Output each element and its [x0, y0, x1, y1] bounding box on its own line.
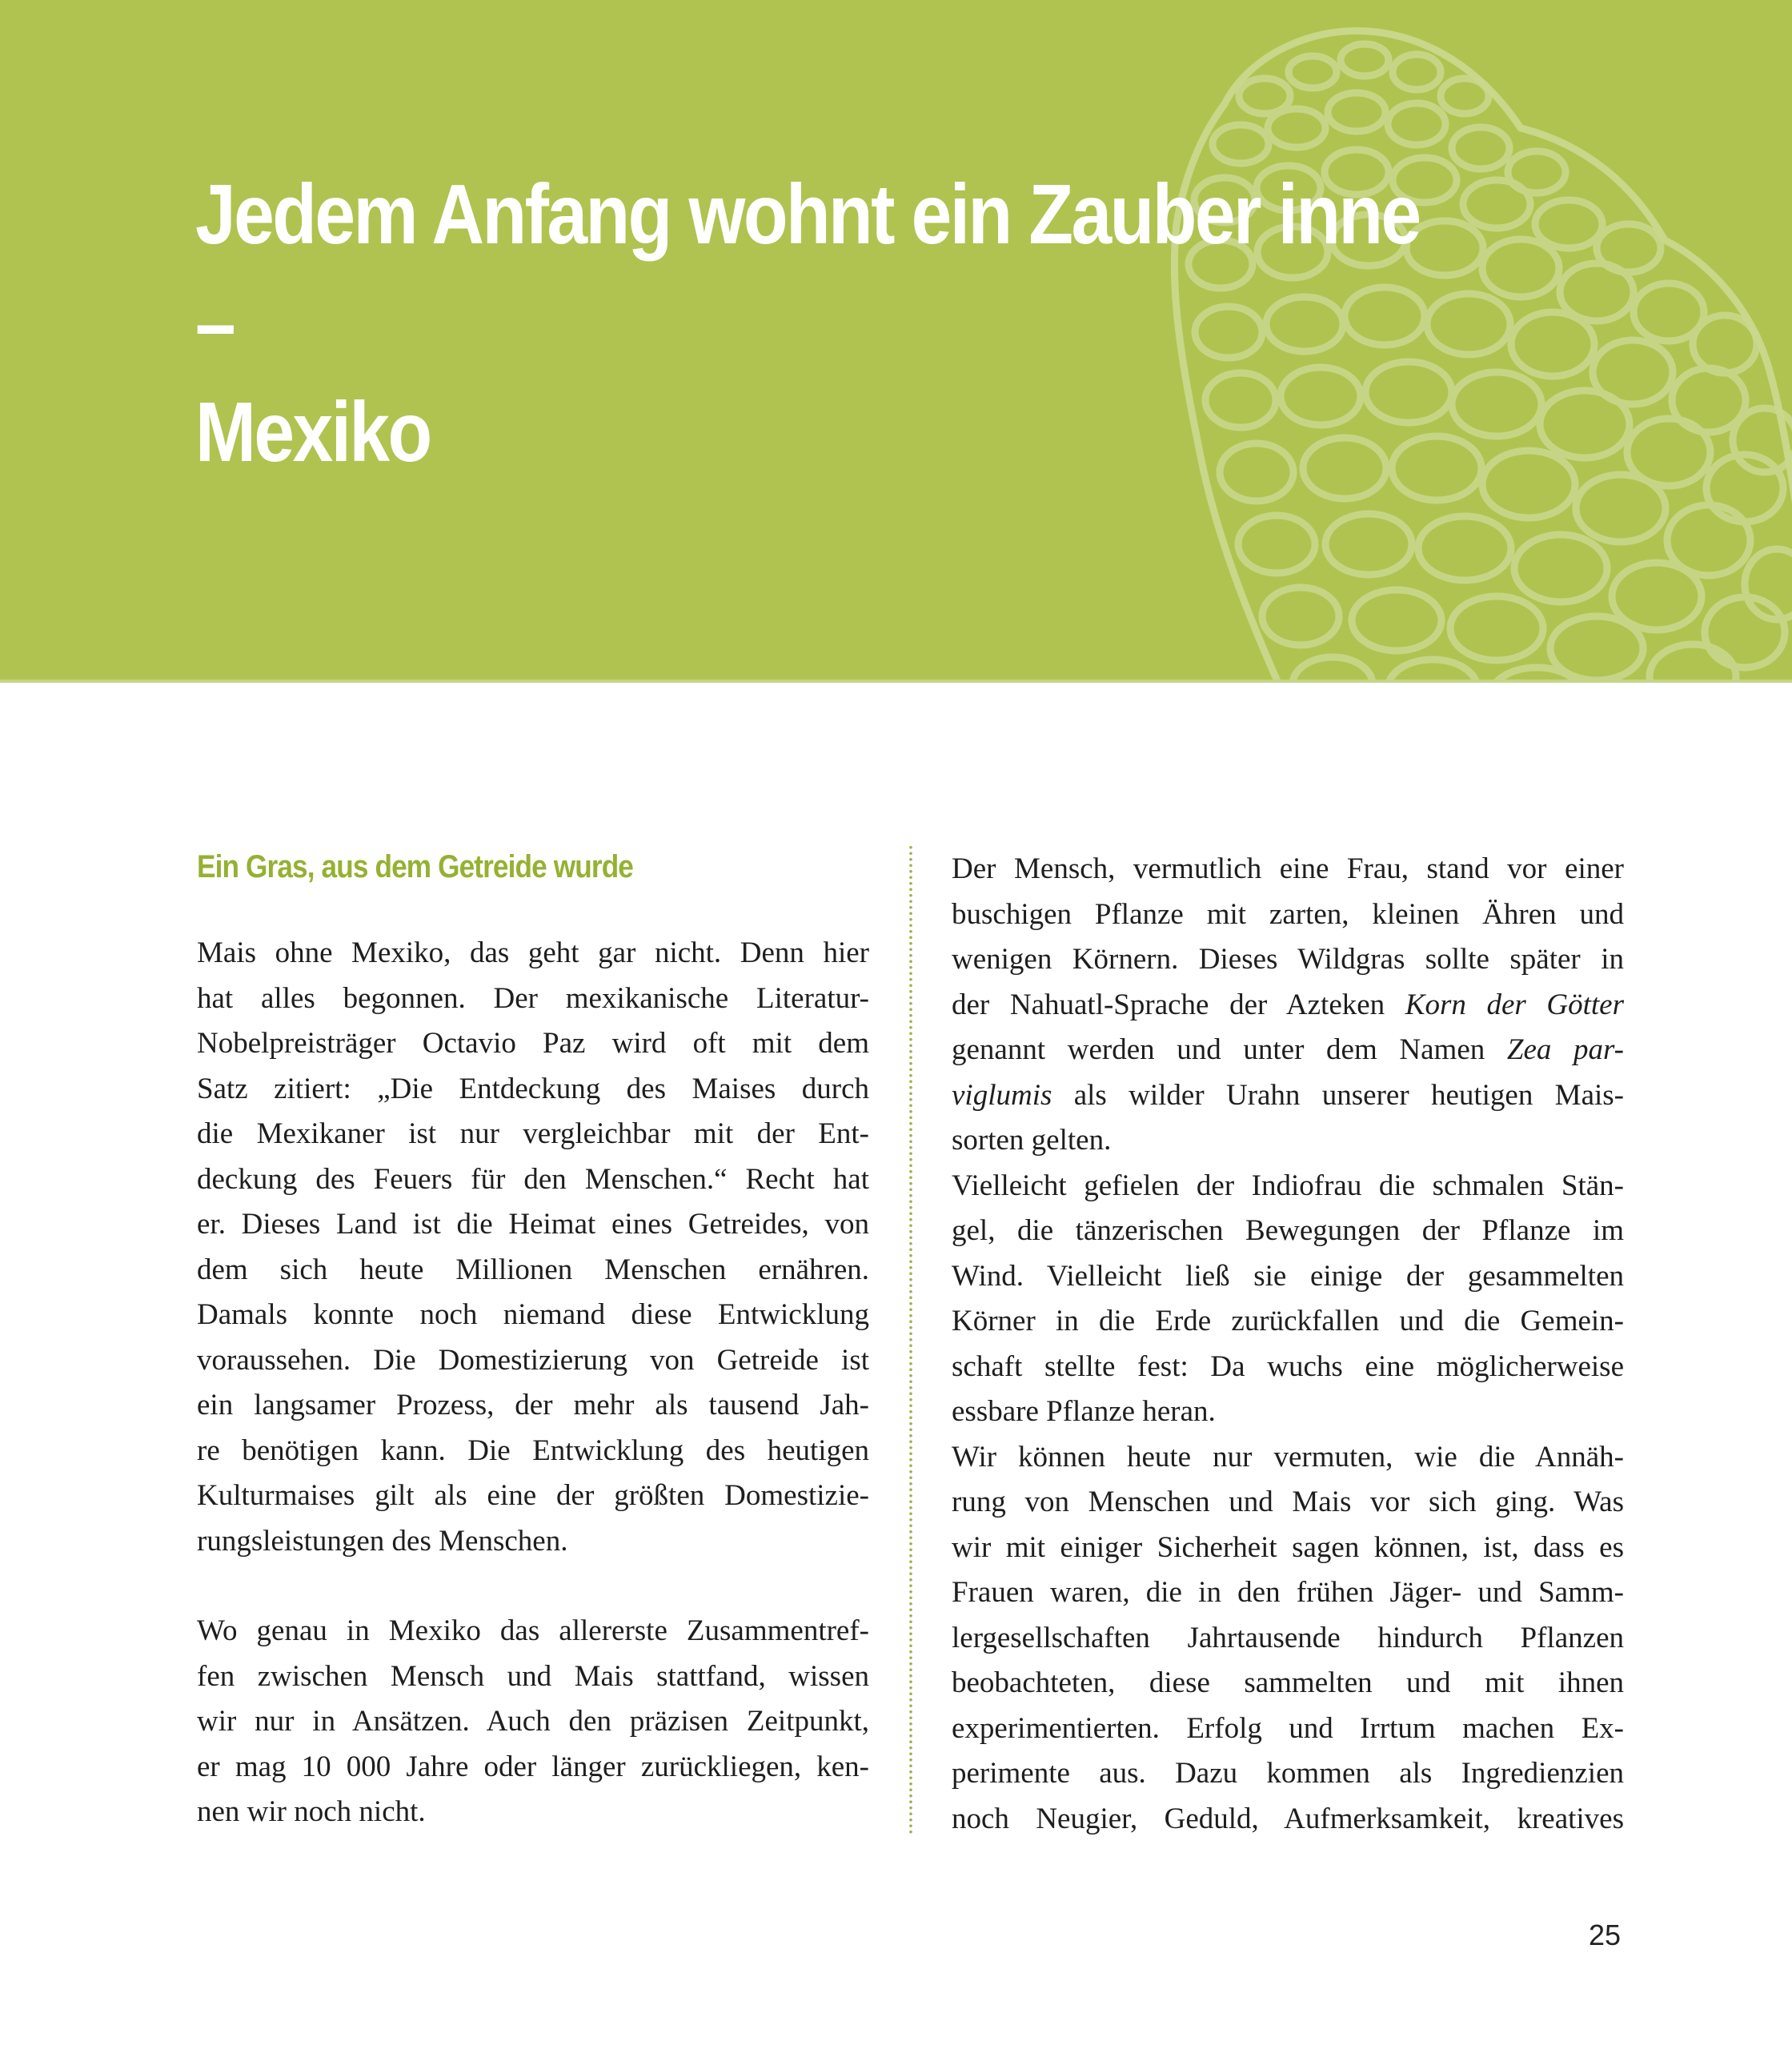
text-line: Der Mensch, vermutlich eine Frau, stand vor einer — [952, 852, 1624, 885]
text-fragment: der Nahuatl-Sprache der Azteken — [952, 988, 1405, 1021]
text-line: nen wir noch nicht. — [197, 1795, 426, 1828]
italic-term-korn-der-goetter: Korn der Götter — [1405, 988, 1625, 1021]
chapter-title-line-1: Jedem Anfang wohnt ein Zauber inne – — [195, 167, 1420, 371]
text-line: rung von Menschen und Mais vor sich ging. Was — [952, 1486, 1624, 1518]
text-line: Frauen waren, die in den frühen Jäger- und Samm- — [952, 1576, 1624, 1609]
text-line — [952, 1028, 1624, 1073]
text-line: Satz zitiert: „Die Entdeckung des Maises durch — [197, 1072, 869, 1105]
text-line: Körner in die Erde zurückfallen und die Gemein- — [952, 1305, 1624, 1337]
text-line: Wo genau in Mexiko das allererste Zusammentref- — [197, 1614, 869, 1647]
text-line: Nobelpreisträger Octavio Paz wird oft mit dem — [197, 1027, 869, 1060]
right-column — [952, 847, 1624, 1842]
text-line: ein langsamer Prozess, der mehr als tausend Jah- — [197, 1389, 869, 1421]
text-line: deckung des Feuers für den Menschen.“ Recht hat — [197, 1162, 869, 1196]
text-line: perimente aus. Dazu kommen als Ingredienzien — [952, 1757, 1624, 1790]
text-line: Mais ohne Mexiko, das geht gar nicht. Denn hier — [197, 936, 869, 969]
text-line: essbare Pflanze heran. — [952, 1395, 1216, 1428]
section-heading: Ein Gras, aus dem Getreide wurde — [197, 849, 634, 884]
right-paragraph-1 — [952, 847, 1624, 1164]
text-line: er mag 10 000 Jahre oder länger zurückliegen, ken- — [197, 1750, 869, 1783]
text-line: experimentierten. Erfolg und Irrtum machen Ex- — [952, 1711, 1624, 1745]
text-line — [952, 983, 1624, 1029]
text-line: wenigen Körnern. Dieses Wildgras sollte später in — [952, 943, 1624, 976]
text-line: re benötigen kann. Die Entwicklung des heutigen — [197, 1433, 869, 1467]
chapter-header-band — [0, 0, 1792, 683]
text-line: hat alles begonnen. Der mexikanische Literatur- — [197, 981, 869, 1015]
text-line: beobachteten, diese sammelten und mit ihnen — [952, 1666, 1624, 1699]
chapter-title — [195, 160, 1434, 487]
text-line: Wind. Vielleicht ließ sie einige der gesammelten — [952, 1259, 1624, 1293]
text-line: gel, die tänzerischen Bewegungen der Pflanze im — [952, 1214, 1624, 1247]
italic-term-viglumis: viglumis — [952, 1078, 1052, 1112]
text-line: Kulturmaises gilt als eine der größten Domestizie- — [197, 1479, 869, 1512]
text-line: dem sich heute Millionen Menschen ernähren. — [197, 1253, 869, 1286]
text-line: sorten gelten. — [952, 1124, 1112, 1157]
text-line: schaft stellte fest: Da wuchs eine möglicherweise — [952, 1349, 1624, 1383]
text-line: lergesellschaften Jahrtausende hindurch Pflanzen — [952, 1621, 1624, 1654]
header-bottom-edge — [0, 680, 1792, 683]
text-line: die Mexikaner ist nur vergleichbar mit der Ent- — [197, 1117, 869, 1150]
right-paragraph-3 — [952, 1435, 1624, 1842]
text-line: er. Dieses Land ist die Heimat eines Getreides, von — [197, 1208, 869, 1241]
chapter-title-line-2: Mexiko — [195, 385, 431, 479]
column-divider-dotted — [909, 844, 912, 1835]
text-line: Wir können heute nur vermuten, wie die Annäh- — [952, 1440, 1624, 1474]
right-paragraph-2 — [952, 1164, 1624, 1435]
text-line: fen zwischen Mensch und Mais stattfand, wissen — [197, 1659, 869, 1693]
text-line: noch Neugier, Geduld, Aufmerksamkeit, kreatives — [952, 1802, 1624, 1835]
text-line: rungsleistungen des Menschen. — [197, 1524, 568, 1558]
text-line: voraussehen. Die Domestizierung von Getreide ist — [197, 1343, 869, 1377]
page-number: 25 — [1589, 1919, 1622, 1951]
text-line: wir nur in Ansätzen. Auch den präzisen Zeitpunkt, — [197, 1705, 869, 1738]
text-fragment: als wilder Urahn unserer heutigen Mais- — [1052, 1078, 1624, 1112]
text-line: Damals konnte noch niemand diese Entwicklung — [197, 1298, 869, 1331]
left-column — [197, 844, 869, 1835]
text-line — [952, 1073, 1624, 1119]
left-paragraph-2 — [197, 1609, 869, 1835]
left-paragraph-1 — [197, 931, 869, 1564]
text-fragment: genannt werden und unter dem Namen — [952, 1033, 1507, 1066]
italic-term-zea-par: Zea par- — [1506, 1033, 1624, 1066]
text-line: buschigen Pflanze mit zarten, kleinen Ähren und — [952, 897, 1624, 931]
text-line: Vielleicht gefielen der Indiofrau die schmalen Stän- — [952, 1169, 1624, 1202]
text-line: wir mit einiger Sicherheit sagen können, ist, dass es — [952, 1530, 1624, 1564]
